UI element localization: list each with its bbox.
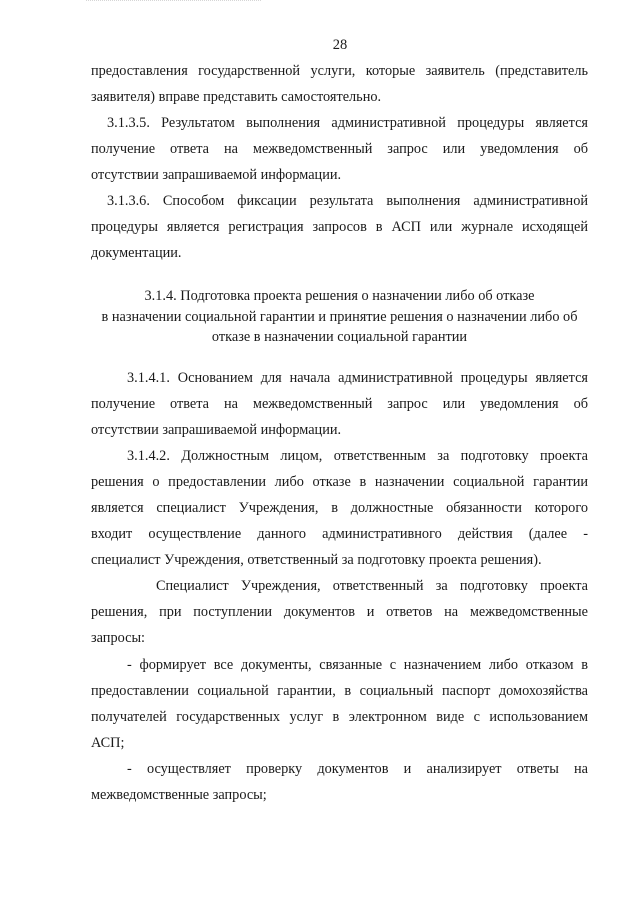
list-item-line: межведомственные запросы;: [91, 787, 267, 803]
list-item-line: получателей государственных услуг в электронном виде с использованием: [91, 709, 588, 725]
section-heading-line: в назначении социальной гарантии и принятие решения о назначении либо об: [101, 309, 578, 325]
paragraph-line: 3.1.3.5. Результатом выполнения административной процедуры является: [107, 115, 588, 131]
list-item-line: - осуществляет проверку документов и анализирует ответы на: [127, 761, 588, 777]
paragraph-line: решения о предоставлении либо отказе в назначении социальной гарантии: [91, 474, 588, 490]
section-heading-line: 3.1.4. Подготовка проекта решения о назначении либо об отказе: [144, 288, 535, 304]
section-heading-line: отказе в назначении социальной гарантии: [211, 329, 468, 345]
list-item-line: предоставлении социальной гарантии, в социальный паспорт домохозяйства: [91, 683, 588, 699]
paragraph-line: 3.1.4.2. Должностным лицом, ответственным за подготовку проекта: [127, 448, 588, 464]
list-item-line: АСП;: [91, 735, 125, 751]
list-item-line: - формирует все документы, связанные с назначением либо отказом в: [127, 657, 588, 673]
paragraph-line: получение ответа на межведомственный запрос или уведомления об: [91, 396, 588, 412]
paragraph-line: является специалист Учреждения, в должностные обязанности которого: [91, 500, 588, 516]
paragraph-line: 3.1.4.1. Основанием для начала административной процедуры является: [127, 370, 588, 386]
paragraph-line: решения, при поступлении документов и ответов на межведомственные: [91, 604, 588, 620]
paragraph-line: заявителя) вправе представить самостоятельно.: [91, 89, 382, 105]
paragraph-line: запросы:: [91, 630, 146, 646]
paragraph-line: документации.: [91, 245, 182, 261]
paragraph-line: предоставления государственной услуги, которые заявитель (представитель: [91, 63, 588, 79]
paragraph-line: 3.1.3.6. Способом фиксации результата выполнения административной: [107, 193, 588, 209]
paragraph-line: специалист Учреждения, ответственный за подготовку проекта решения).: [91, 552, 542, 568]
paragraph-line: получение ответа на межведомственный запрос или уведомления об: [91, 141, 588, 157]
paragraph-line: отсутствии запрашиваемой информации.: [91, 167, 342, 183]
paragraph-line: процедуры является регистрация запросов в АСП или журнале исходящей: [91, 219, 588, 235]
paragraph-line: Специалист Учреждения, ответственный за подготовку проекта: [156, 578, 588, 594]
page-number: 28: [332, 37, 348, 53]
paragraph-line: входит осуществление данного административного действия (далее -: [91, 526, 588, 542]
paragraph-line: отсутствии запрашиваемой информации.: [91, 422, 342, 438]
scan-artifact-line: [86, 0, 261, 2]
